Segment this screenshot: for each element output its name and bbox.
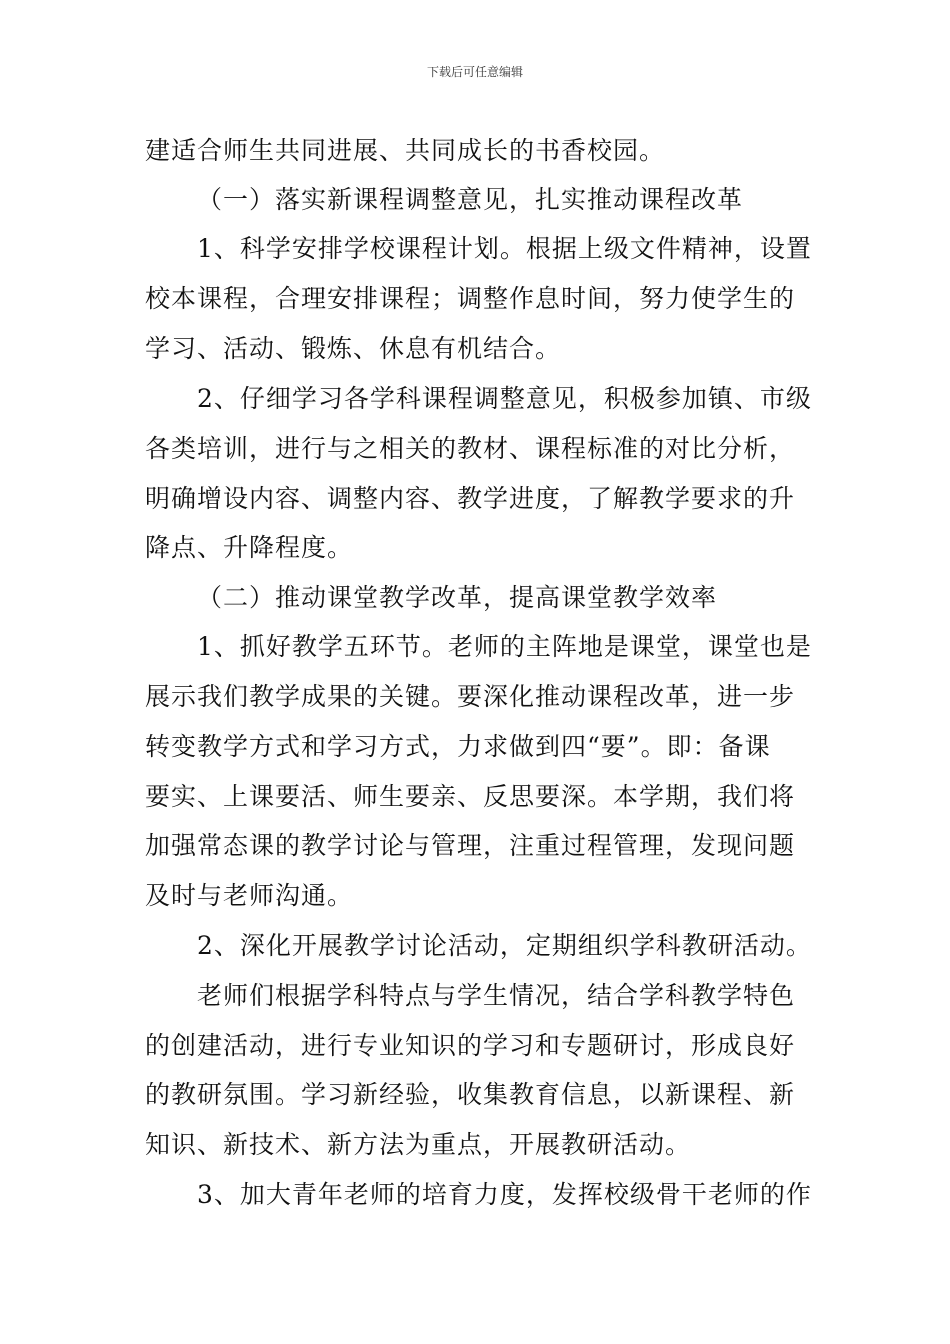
- text-line: 老师们根据学科特点与学生情况，结合学科教学特色: [197, 981, 796, 1010]
- text-line: 3、加大青年老师的培育力度，发挥校级骨干老师的作: [197, 1180, 812, 1209]
- text-line: 的创建活动，进行专业知识的学习和专题研讨，形成良好: [145, 1031, 796, 1060]
- page-header-note: 下载后可任意编辑: [426, 65, 523, 79]
- text-line: 及时与老师沟通。: [145, 881, 354, 910]
- text-line: 明确增设内容、调整内容、教学进度，了解教学要求的升: [145, 484, 796, 513]
- text-line: 建适合师生共同进展、共同成长的书香校园。: [145, 136, 666, 165]
- text-line: 各类培训，进行与之相关的教材、课程标准的对比分析，: [145, 434, 796, 463]
- text-line: 加强常态课的教学讨论与管理，注重过程管理，发现问题: [145, 831, 796, 860]
- text-line: 校本课程，合理安排课程；调整作息时间，努力使学生的: [145, 284, 796, 313]
- text-line: 要实、上课要活、师生要亲、反思要深。本学期，我们将: [145, 782, 796, 811]
- text-line: 的教研氛围。学习新经验，收集教育信息，以新课程、新: [145, 1080, 796, 1109]
- text-line: 知识、新技术、新方法为重点，开展教研活动。: [145, 1130, 692, 1159]
- section-heading: （一）落实新课程调整意见，扎实推动课程改革: [197, 185, 744, 214]
- text-line: 1、科学安排学校课程计划。根据上级文件精神，设置: [197, 234, 812, 263]
- text-line: 2、深化开展教学讨论活动，定期组织学科教研活动。: [197, 931, 812, 960]
- text-line: 展示我们教学成果的关键。要深化推动课程改革，进一步: [145, 682, 796, 711]
- text-line: 学习、活动、锻炼、休息有机结合。: [145, 334, 562, 363]
- text-line: 转变教学方式和学习方式，力求做到四“要”。即：备课: [145, 732, 771, 761]
- text-line: 1、抓好教学五环节。老师的主阵地是课堂，课堂也是: [197, 632, 812, 661]
- text-line: 2、仔细学习各学科课程调整意见，积极参加镇、市级: [197, 384, 812, 413]
- text-line: 降点、升降程度。: [145, 533, 354, 562]
- section-heading: （二）推动课堂教学改革，提高课堂教学效率: [197, 583, 718, 612]
